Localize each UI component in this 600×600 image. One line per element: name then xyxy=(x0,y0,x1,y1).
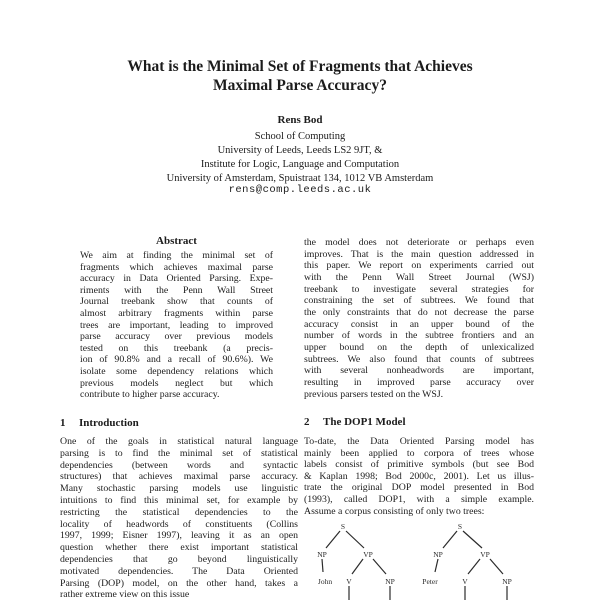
text-line: contribute to higher parse accuracy. xyxy=(80,389,220,401)
text-line: (1993), called DOP1, with a simple example. xyxy=(304,493,534,505)
text-line: Assume a corpus consisting of only two trees: xyxy=(304,505,485,517)
tree-edge xyxy=(322,559,323,572)
tree-node-label-v: V xyxy=(346,577,352,586)
text-line: almost arbitrary fragments within parse xyxy=(80,307,273,319)
text-line: structures) that achieves maximal parse accuracy. xyxy=(60,471,298,483)
text-line: previous models neglect but which xyxy=(80,377,273,389)
dop1-model-text xyxy=(304,436,534,517)
text-line: number of words in the subtree frontiers and an xyxy=(304,330,534,342)
text-line: We aim at finding the minimal set of xyxy=(80,250,273,261)
author-email: rens@comp.leeds.ac.uk xyxy=(228,184,372,196)
abstract-text xyxy=(80,250,273,401)
text-line: with the Penn Wall Street Journal (WSJ) xyxy=(304,271,534,283)
tree-node-label-np2: NP xyxy=(385,577,395,586)
tree-node-label-v: V xyxy=(462,577,468,586)
text-line: previous parsers tested on the WSJ. xyxy=(304,388,444,400)
text-line: motivated dependencies. The Data Oriented xyxy=(60,565,298,577)
tree-node-label-vp: VP xyxy=(480,550,490,559)
text-line: question whether there exist important statistical xyxy=(60,542,298,554)
text-line: the model does not deteriorate or perhaps even xyxy=(304,237,534,248)
text-line: upper bound on the depth of unlexicalized xyxy=(304,341,534,353)
tree-edge xyxy=(373,559,386,574)
text-line: dependencies that go beyond linguistically xyxy=(60,553,298,565)
text-line: University of Amsterdam, Spuistraat 134, 1012 VB Amsterdam xyxy=(166,172,434,184)
text-line: accuracy consist in an upper bound of the xyxy=(304,318,534,330)
introduction-text xyxy=(60,436,298,600)
tree-edge xyxy=(326,531,340,548)
section-title: Introduction xyxy=(79,417,139,429)
text-line: School of Computing xyxy=(254,131,346,142)
text-line: constraining the set of subtrees. We found that xyxy=(304,295,534,307)
text-line: the only constraints that do not decrease the parse xyxy=(304,306,534,318)
text-line: Institute for Logic, Language and Computation xyxy=(200,158,400,170)
author-name: Rens Bod xyxy=(277,114,323,126)
text-line: mainly been applied to corpora of trees whose xyxy=(304,447,534,459)
text-line: tested on this treebank (a precis- xyxy=(80,342,273,354)
corpus-tree-1 xyxy=(317,522,395,600)
text-line: accuracy in Data Oriented Parsing. Expe- xyxy=(80,273,273,285)
paper-title xyxy=(0,57,600,95)
text-line: treebank to investigate several strategies for xyxy=(304,283,534,295)
text-line: To-date, the Data Oriented Parsing model has xyxy=(304,436,534,447)
section-number: 1 xyxy=(60,417,66,429)
section-heading-dop1-model xyxy=(304,416,534,428)
text-line: with several nonheadwords are important, xyxy=(304,365,534,377)
text-line: rather extreme view on this issue xyxy=(60,589,190,600)
text-line: subtrees. We also found that counts of subtrees xyxy=(304,353,534,365)
text-line: isolate some dependency relations which xyxy=(80,365,273,377)
tree-edge xyxy=(352,559,363,574)
text-line: this paper. We report on experiments carried out xyxy=(304,260,534,272)
text-line: University of Leeds, Leeds LS2 9JT, & xyxy=(217,144,383,156)
text-line: Journal treebank show that counts of xyxy=(80,296,273,308)
paper-title-line-1: What is the Minimal Set of Fragments that Achieves xyxy=(127,58,473,75)
tree-node-label-np: NP xyxy=(317,550,327,559)
tree-node-label-s: S xyxy=(340,522,346,531)
tree-edge xyxy=(435,559,438,572)
tree-edge xyxy=(443,531,457,548)
right-column-text xyxy=(304,237,534,400)
text-line: trate the original DOP model presented in Bod xyxy=(304,482,534,494)
text-line: & Kaplan 1998; Bod 2000c, 2001). Let us illus- xyxy=(304,470,534,482)
text-line: Parsing (DOP) model, on the other hand, takes a xyxy=(60,577,298,589)
text-line: dependencies (between words and syntactic xyxy=(60,459,298,471)
section-heading-introduction xyxy=(60,417,298,429)
text-line: parsing is to find the minimal set of statistical xyxy=(60,447,298,459)
tree-node-label-s: S xyxy=(457,522,463,531)
text-line: improves. That is the main question addressed in xyxy=(304,248,534,260)
text-line: ion of 90.8% and a recall of 90.6%). We xyxy=(80,354,273,366)
text-line: riments with the Penn Wall Street xyxy=(80,284,273,296)
text-line: locality of headwords of constituents (Collins xyxy=(60,518,298,530)
abstract-heading: Abstract xyxy=(156,235,197,247)
tree-edge xyxy=(468,559,480,574)
section-number: 2 xyxy=(304,416,310,428)
text-line: trees are important, leading to improved xyxy=(80,319,273,331)
text-line: 1997, 1999; Eisner 1997), leaving it as an open xyxy=(60,530,298,542)
tree-edge xyxy=(346,531,364,548)
tree-leaf-subject: John xyxy=(317,577,333,586)
tree-edge xyxy=(463,531,482,548)
text-line: resulting in improved parse accuracy over xyxy=(304,376,534,388)
corpus-parse-trees xyxy=(304,518,534,600)
text-line: Many stochastic parsing models use linguistic xyxy=(60,483,298,495)
text-line: labels consist of primitive symbols (but see Bod xyxy=(304,459,534,471)
text-line: fragments which achieves maximal parse xyxy=(80,261,273,273)
author-affiliations xyxy=(0,130,600,186)
tree-edge xyxy=(490,559,503,574)
text-line: parse accuracy over previous models xyxy=(80,331,273,343)
corpus-tree-2 xyxy=(422,522,512,600)
text-line: One of the goals in statistical natural language xyxy=(60,436,298,447)
tree-node-label-np2: NP xyxy=(502,577,512,586)
text-line: intuitions to find this minimal set, for example by xyxy=(60,494,298,506)
tree-leaf-subject: Peter xyxy=(422,577,438,586)
paper-title-line-2: Maximal Parse Accuracy? xyxy=(213,77,387,94)
text-line: restricting the statistical dependencies to the xyxy=(60,506,298,518)
tree-node-label-vp: VP xyxy=(363,550,373,559)
section-title: The DOP1 Model xyxy=(323,416,406,428)
tree-node-label-np: NP xyxy=(433,550,443,559)
